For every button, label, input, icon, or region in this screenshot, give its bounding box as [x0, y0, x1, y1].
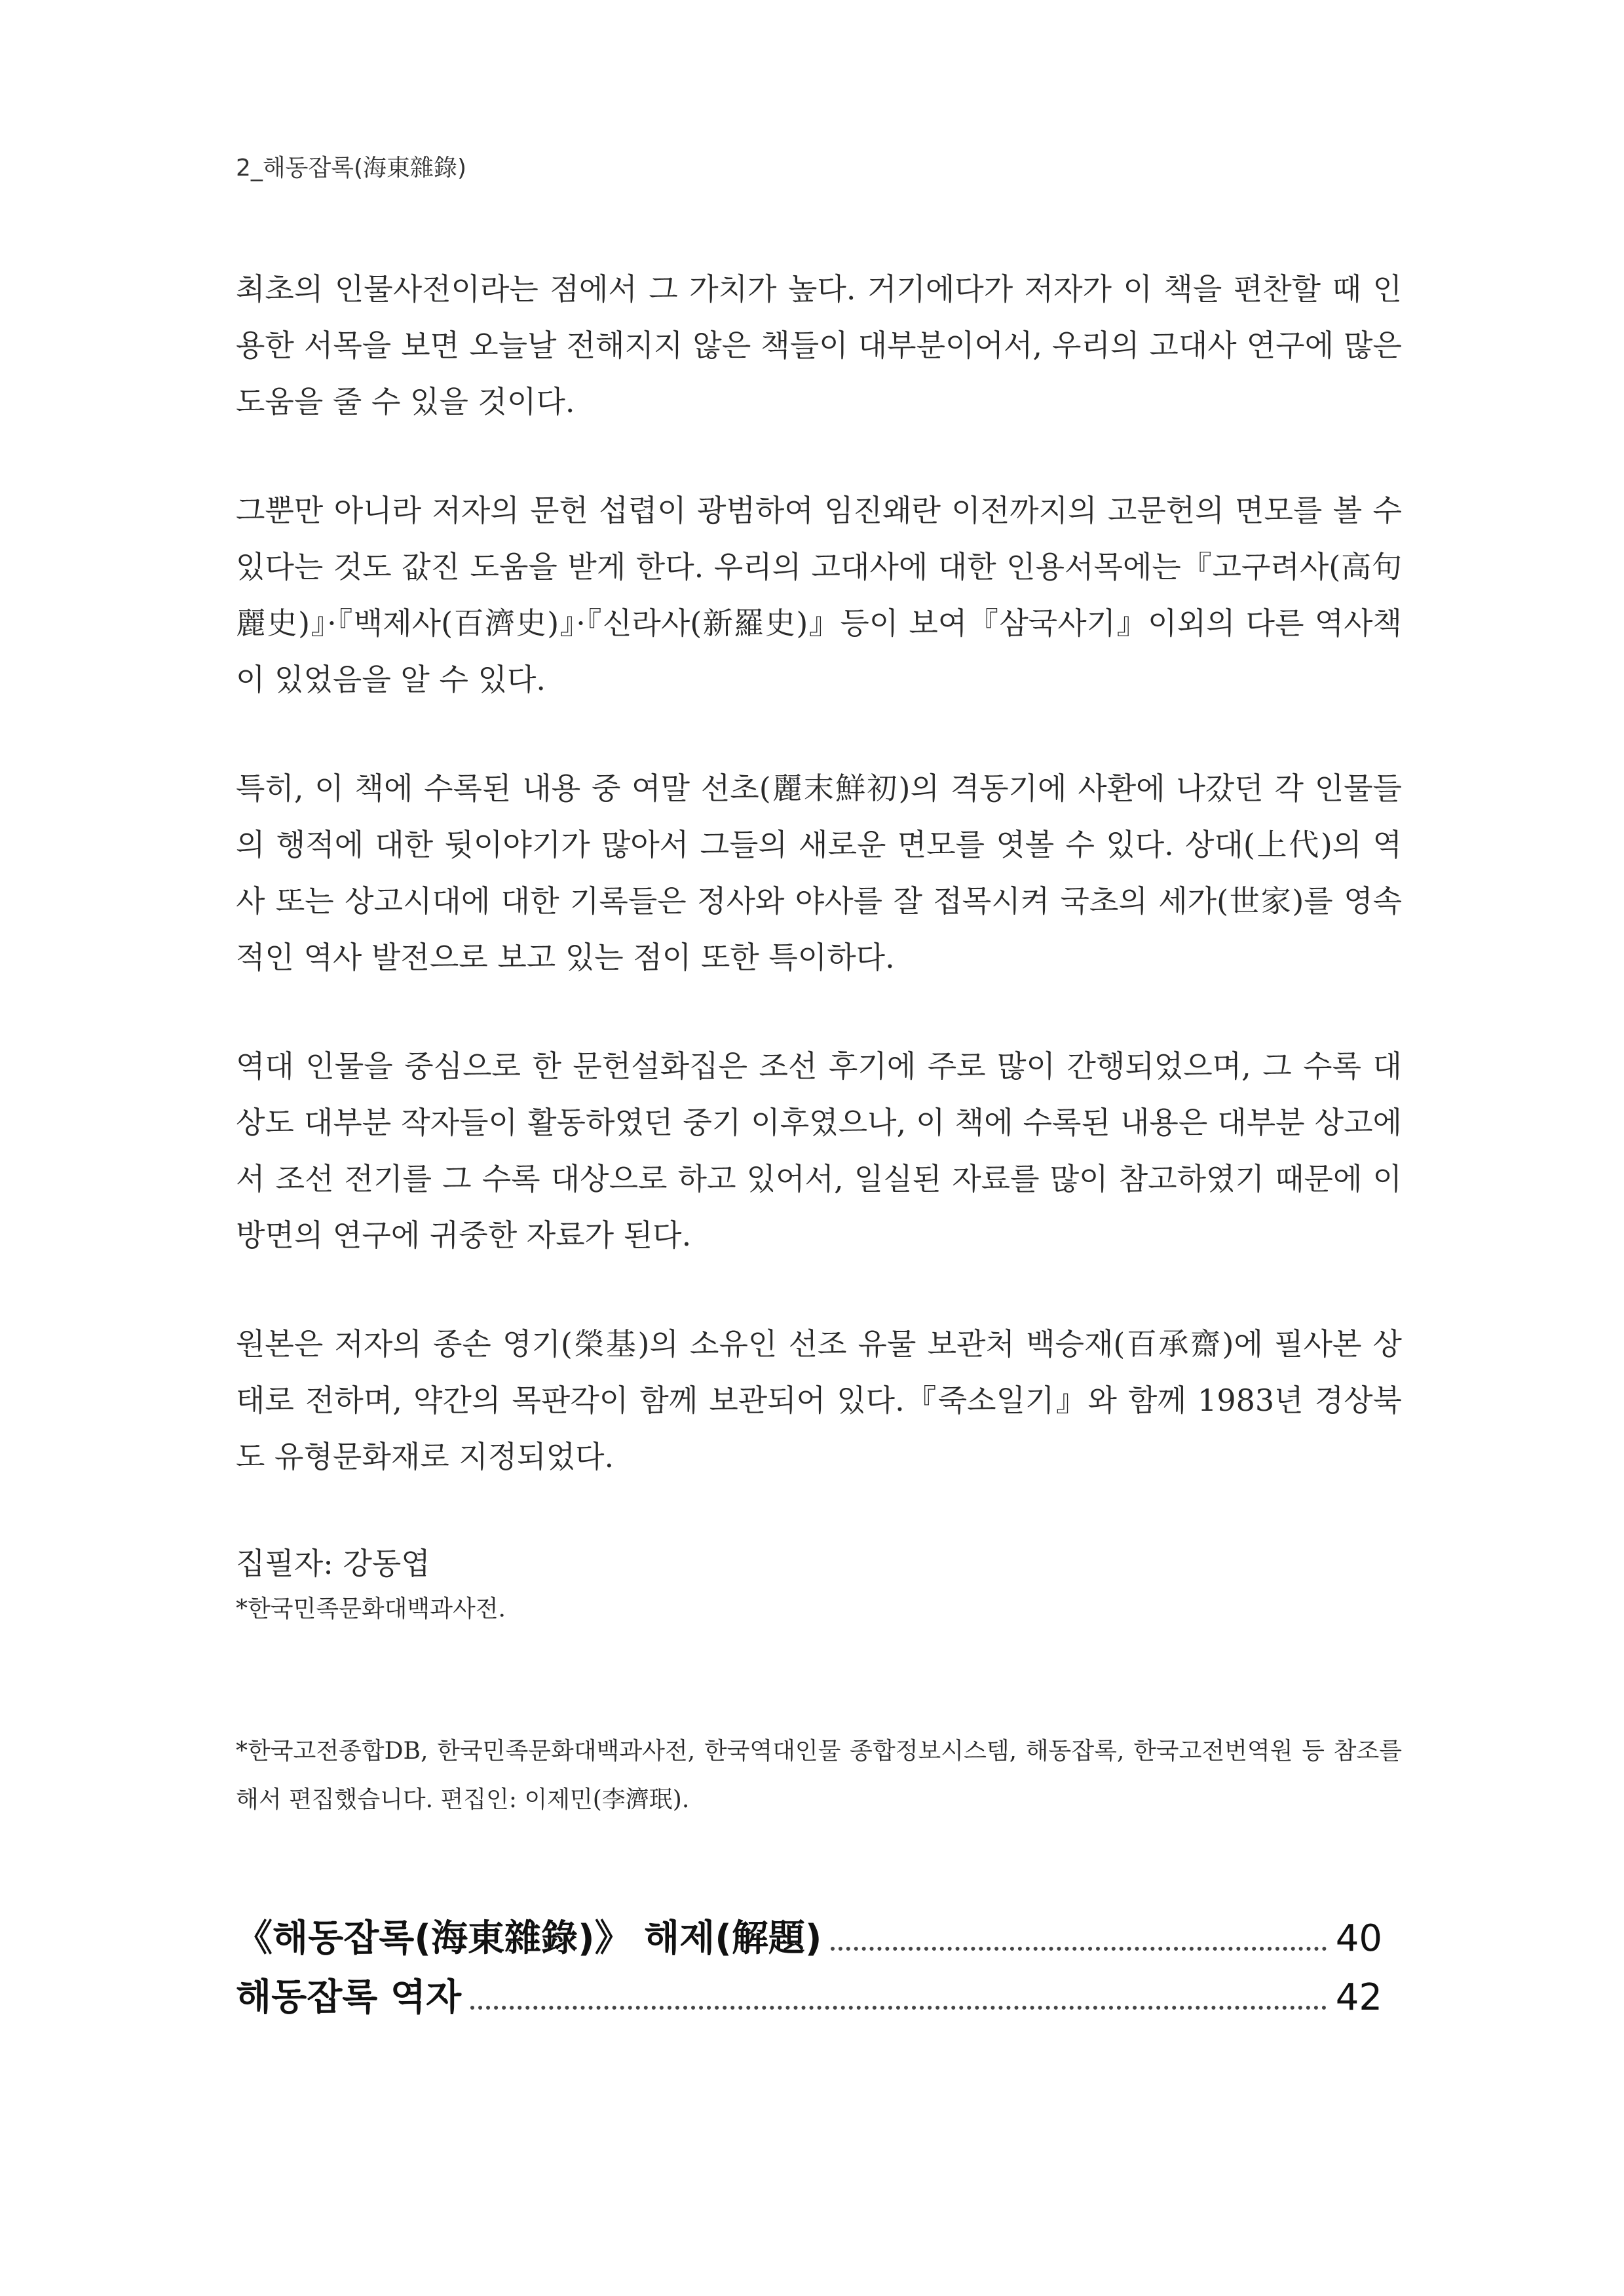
- author-line: 집필자: 강동엽: [236, 1546, 430, 1581]
- toc-entry-haeje[interactable]: [236, 1909, 1382, 1968]
- table-of-contents: [236, 1909, 1382, 2027]
- toc-entry-page: 40: [1335, 1917, 1382, 1960]
- paragraph-characteristics: 특히, 이 책에 수록된 내용 중 여말 선초(麗末鮮初)의 격동기에 사환에 나갔던 각 인물들의 행적에 대한 뒷이야기가 많아서 그들의 새로운 면모를 엿볼 수 있다. 상대(上代)의 역사 또는 상고시대에 대한 기록들은 정사와 야사를 잘 접목시켜 국초의 세가(世家)를 영속적인 역사 발전으로 보고 있는 점이 또한 특이하다.: [236, 771, 1402, 975]
- toc-entry-title: 해동잡록 역자: [236, 1976, 462, 2019]
- toc-entry-page: 42: [1335, 1976, 1382, 2019]
- paragraph-significance: 역대 인물을 중심으로 한 문헌설화집은 조선 후기에 주로 많이 간행되었으며, 그 수록 대상도 대부분 작자들이 활동하였던 중기 이후였으나, 이 책에 수록된 내용은 대부분 상고에서 조선 전기를 그 수록 대상으로 하고 있어서, 일실된 자료를 많이 참고하였기 때문에 이 방면의 연구에 귀중한 자료가 된다.: [236, 1048, 1402, 1253]
- editor-note: *한국고전종합DB, 한국민족문화대백과사전, 한국역대인물 종합정보시스템, 해동잡록, 한국고전번역원 등 참조를 해서 편집했습니다. 편집인: 이제민(李濟珉).: [236, 1738, 1402, 1813]
- running-header: 2_해동잡록(海東雜錄): [236, 155, 467, 182]
- paragraph-citations: 그뿐만 아니라 저자의 문헌 섭렵이 광범하여 임진왜란 이전까지의 고문헌의 면모를 볼 수 있다는 것도 값진 도움을 받게 한다. 우리의 고대사에 대한 인용서목에는『고구려사(高句麗史)』·『백제사(百濟史)』·『신라사(新羅史)』등이 보여『삼국사기』이외의 다른 역사책이 있었음을 알 수 있다.: [236, 493, 1402, 697]
- toc-dot-leader: [470, 2006, 1327, 2010]
- toc-dot-leader: [831, 1947, 1326, 1951]
- paragraph-value: 최초의 인물사전이라는 점에서 그 가치가 높다. 거기에다가 저자가 이 책을 편찬할 때 인용한 서목을 보면 오늘날 전해지지 않은 책들이 대부분이어서, 우리의 고대사 연구에 많은 도움을 줄 수 있을 것이다.: [236, 271, 1402, 419]
- source-note: *한국민족문화대백과사전.: [236, 1596, 506, 1622]
- paragraph-original-copy: 원본은 저자의 종손 영기(榮基)의 소유인 선조 유물 보관처 백승재(百承齋)에 필사본 상태로 전하며, 약간의 목판각이 함께 보관되어 있다.『죽소일기』와 함께 1983년 경상북도 유형문화재로 지정되었다.: [236, 1326, 1402, 1474]
- toc-entry-translator[interactable]: [236, 1968, 1382, 2027]
- toc-entry-title: 《해동잡록(海東雜錄)》 해제(解題): [236, 1917, 822, 1960]
- document-body: [236, 261, 1402, 2027]
